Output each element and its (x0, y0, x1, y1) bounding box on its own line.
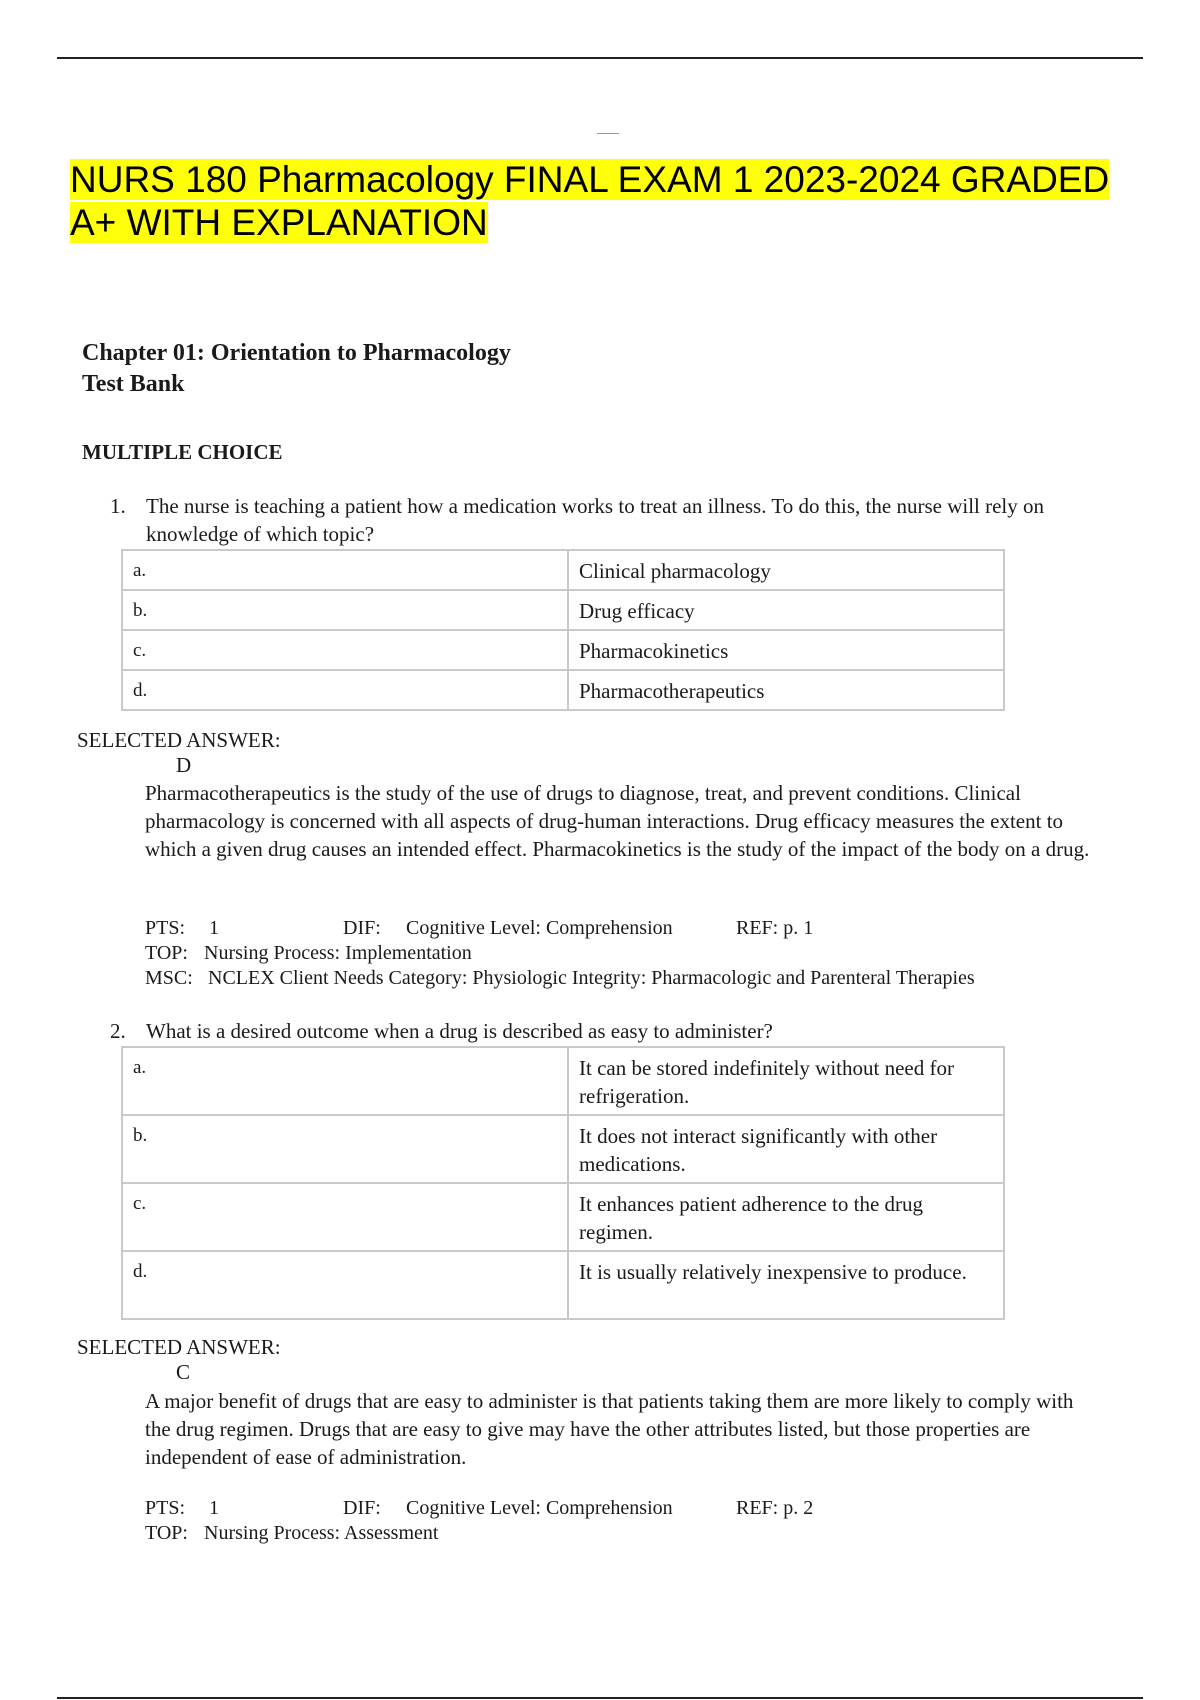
top-label: TOP: (145, 1522, 188, 1544)
pts-label: PTS: (145, 917, 186, 939)
chapter-subtitle: Test Bank (82, 371, 185, 397)
pts-label: PTS: (145, 1497, 186, 1519)
dif-label: DIF: (343, 917, 381, 939)
option-row (122, 1047, 1004, 1115)
option-text: It can be stored indefinitely without need for refrigeration. (568, 1047, 1004, 1115)
option-row (122, 1251, 1004, 1319)
dif-label: DIF: (343, 1497, 381, 1519)
option-key: d. (122, 1251, 568, 1319)
ref-value: REF: p. 2 (736, 1497, 814, 1519)
option-key: c. (122, 630, 568, 670)
option-text: Pharmacotherapeutics (568, 670, 1004, 710)
selected-answer-letter: C (176, 1360, 191, 1384)
option-text: Drug efficacy (568, 590, 1004, 630)
option-text: Clinical pharmacology (568, 550, 1004, 590)
dif-value: Cognitive Level: Comprehension (406, 917, 673, 939)
page-title (70, 158, 1130, 244)
title-highlight: NURS 180 Pharmacology FINAL EXAM 1 2023-2024 GRADED A+ WITH EXPLANATION (70, 159, 1110, 243)
ref-value: REF: p. 1 (736, 917, 814, 939)
selected-answer-letter: D (176, 753, 192, 777)
option-row (122, 550, 1004, 590)
dif-value: Cognitive Level: Comprehension (406, 1497, 673, 1519)
question-number: 1. (110, 494, 126, 518)
option-key: d. (122, 670, 568, 710)
top-rule (57, 57, 1143, 59)
pts-value: 1 (209, 917, 219, 939)
bottom-rule (57, 1697, 1143, 1699)
option-row (122, 670, 1004, 710)
question-number: 2. (110, 1019, 126, 1043)
option-text: It is usually relatively inexpensive to produce. (568, 1251, 1004, 1319)
option-text: It enhances patient adherence to the drug regimen. (568, 1183, 1004, 1251)
option-text: It does not interact significantly with other medications. (568, 1115, 1004, 1183)
section-heading: MULTIPLE CHOICE (82, 440, 283, 464)
option-row (122, 590, 1004, 630)
answer-explanation: Pharmacotherapeutics is the study of the use of drugs to diagnose, treat, and prevent conditions. Clinical pharmacology is concerned with all aspects of drug-human interactions. Drug efficacy measures the extent to which a given drug causes an intended effect. Pharmacokinetics is the study of the impact of the body on a drug. (145, 781, 1090, 861)
top-value: Nursing Process: Implementation (204, 942, 472, 964)
option-row (122, 630, 1004, 670)
option-key: a. (122, 1047, 568, 1115)
option-text: Pharmacokinetics (568, 630, 1004, 670)
option-row (122, 1183, 1004, 1251)
question-text: The nurse is teaching a patient how a medication works to treat an illness. To do this, the nurse will rely on knowledge of which topic? (146, 494, 1045, 546)
header-dash (597, 133, 619, 134)
option-key: b. (122, 1115, 568, 1183)
top-value: Nursing Process: Assessment (204, 1522, 439, 1544)
option-key: b. (122, 590, 568, 630)
chapter-heading (82, 338, 511, 400)
option-key: a. (122, 550, 568, 590)
option-row (122, 1115, 1004, 1183)
pts-value: 1 (209, 1497, 219, 1519)
chapter-title: Chapter 01: Orientation to Pharmacology (82, 340, 511, 366)
selected-answer-label: SELECTED ANSWER: (77, 728, 281, 752)
msc-value: NCLEX Client Needs Category: Physiologic Integrity: Pharmacologic and Parenteral Therapies (208, 967, 975, 989)
top-label: TOP: (145, 942, 188, 964)
msc-label: MSC: (145, 967, 193, 989)
option-key: c. (122, 1183, 568, 1251)
selected-answer-label: SELECTED ANSWER: (77, 1335, 281, 1359)
answer-explanation: A major benefit of drugs that are easy to administer is that patients taking them are more likely to comply with the drug regimen. Drugs that are easy to give may have the other attributes listed, but those properties are independent of ease of administration. (145, 1389, 1074, 1469)
options-table-1 (121, 549, 1005, 711)
question-text: What is a desired outcome when a drug is described as easy to administer? (146, 1019, 773, 1043)
options-table-2 (121, 1046, 1005, 1320)
